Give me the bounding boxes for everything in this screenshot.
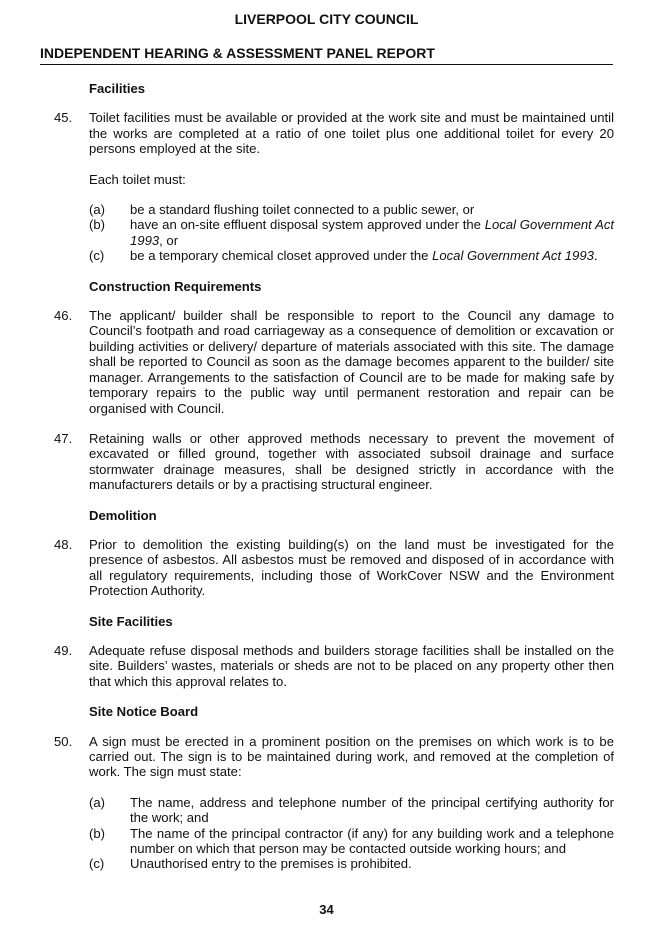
list-text xyxy=(130,248,614,263)
list-item xyxy=(89,856,653,871)
list-text xyxy=(130,217,614,248)
condition-number: 47. xyxy=(54,430,73,446)
heading-site-notice-board: Site Notice Board xyxy=(89,704,199,720)
report-body xyxy=(0,81,653,872)
condition-text: Toilet facilities must be available or provided at the work site and must be maintained until the works are completed at a ratio of one toilet plus one additional toilet for every 20 persons employed at the site. xyxy=(89,110,614,157)
list-label: (c) xyxy=(89,248,105,264)
heading-construction-requirements: Construction Requirements xyxy=(89,278,262,294)
condition-number: 50. xyxy=(54,733,73,749)
list-label: (a) xyxy=(89,202,106,218)
condition-text: Adequate refuse disposal methods and builders storage facilities shall be installed on the site. Builders’ wastes, materials or sheds are not to be placed on any property other then that which this approval relates to. xyxy=(89,642,614,689)
list-text: The name of the principal contractor (if any) for any building work and a telephone number on which that person may be contacted outside working hours; and xyxy=(130,825,614,857)
list-label: (c) xyxy=(89,856,105,872)
report-title: INDEPENDENT HEARING & ASSESSMENT PANEL REPORT xyxy=(40,45,435,61)
condition-number: 49. xyxy=(54,642,73,658)
condition-text: A sign must be erected in a prominent position on the premises on which work is to be carried out. The sign is to be maintained during work, and removed at the completion of work. The sign must state: xyxy=(89,733,614,780)
list-item xyxy=(89,248,653,263)
list-text-part: , or xyxy=(159,232,179,248)
list-item xyxy=(89,795,653,826)
list-text: be a standard flushing toilet connected to a public sewer, or xyxy=(130,202,475,218)
condition-45 xyxy=(0,110,653,156)
list-label: (b) xyxy=(89,217,106,233)
list-text: The name, address and telephone number of the principal certifying authority for the work; and xyxy=(130,794,614,826)
heading-demolition: Demolition xyxy=(89,507,157,523)
condition-48 xyxy=(0,537,653,599)
list-text: Unauthorised entry to the premises is prohibited. xyxy=(130,856,412,872)
condition-46 xyxy=(0,308,653,416)
list-text-part: have an on-site effluent disposal system approved under the xyxy=(130,217,485,233)
act-reference: Local Government Act 1993 xyxy=(432,248,594,264)
condition-number: 48. xyxy=(54,536,73,552)
condition-47 xyxy=(0,431,653,493)
list-item xyxy=(89,217,653,248)
condition-text: Prior to demolition the existing building(s) on the land must be investigated for the presence of asbestos. All asbestos must be removed and disposed of in accordance with all regulatory requirements, including those of WorkCover NSW and the Environment Protection Authority. xyxy=(89,536,614,599)
heading-site-facilities: Site Facilities xyxy=(89,613,173,629)
condition-text: Retaining walls or other approved methods necessary to prevent the movement of excavated or filled ground, together with associated subsoil drainage and surface stormwater drainage measures, shall be designed strictly in accordance with the manufacturers details or by a practising structural engineer. xyxy=(89,430,614,493)
act-reference: Local Government Act 1993 xyxy=(130,217,615,248)
list-text-part: be a temporary chemical closet approved under the xyxy=(130,248,433,264)
condition-text: The applicant/ builder shall be responsible to report to the Council any damage to Council’s footpath and road carriageway as a consequence of demolition or excavation or building activities or delivery/ departure of materials associated with this site. The damage shall be reported to Council as soon as the damage becomes apparent to the builder/ site manager. Arrangements to the satisfaction of Council are to be made for making safe by temporary repairs to the public way until permanent restoration and repair can be organised with Council. xyxy=(89,308,614,416)
list-text-part: . xyxy=(593,248,598,264)
council-name: LIVERPOOL CITY COUNCIL xyxy=(234,11,419,27)
page-number: 34 xyxy=(319,902,334,917)
condition-number: 45. xyxy=(54,110,73,126)
list-label: (a) xyxy=(89,794,106,810)
each-toilet-intro: Each toilet must: xyxy=(89,171,186,187)
condition-49 xyxy=(0,643,653,689)
list-label: (b) xyxy=(89,825,106,841)
list-item xyxy=(89,202,653,217)
header-rule xyxy=(40,64,613,65)
list-item xyxy=(89,826,653,857)
condition-number: 46. xyxy=(54,308,73,324)
heading-facilities: Facilities xyxy=(89,81,146,96)
condition-50 xyxy=(0,734,653,780)
